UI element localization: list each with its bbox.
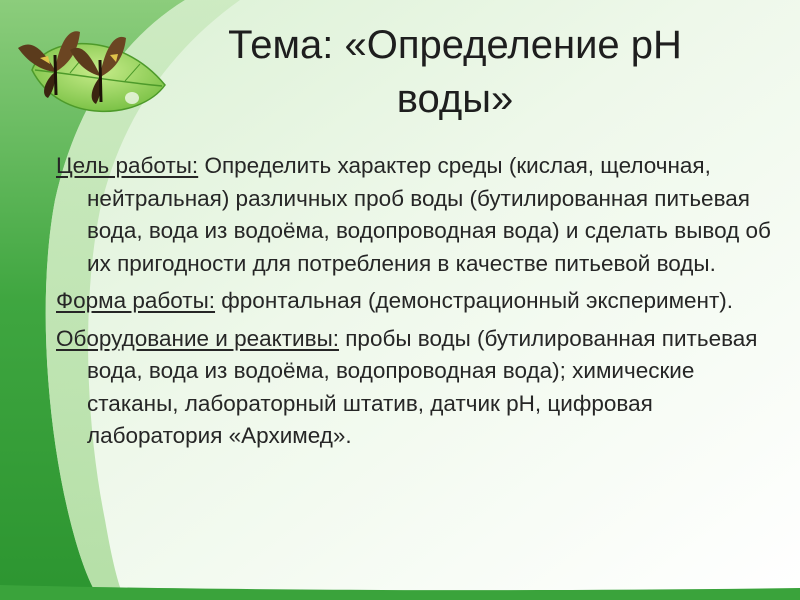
form-text: фронтальная (демонстрационный эксперимент). xyxy=(215,288,734,313)
form-paragraph xyxy=(56,285,786,318)
equipment-text: пробы воды (бутилированная питьевая вода, вода из водоёма, водопроводная вода); химические стаканы, лабораторный штатив, датчик рН, цифровая лаборатория «Архимед». xyxy=(87,325,758,448)
title-line-1: Тема: «Определение рН xyxy=(228,23,682,67)
title-line-2: воды» xyxy=(396,77,514,121)
goal-text: Определить характер среды (кислая, щелочная, нейтральная) различных проб воды (бутилированная питьевая вода, вода из водоёма, водопроводная вода) и сделать вывод об их пригодности для потребления в качестве питьевой воды. xyxy=(87,153,771,276)
goal-paragraph xyxy=(56,150,786,280)
goal-label: Цель работы: xyxy=(56,153,199,178)
slide-body xyxy=(56,150,786,458)
slide-title xyxy=(175,18,735,126)
equipment-label: Оборудование и реактивы: xyxy=(56,325,339,351)
butterfly-on-leaf-icon xyxy=(0,0,180,130)
form-label: Форма работы: xyxy=(56,288,216,313)
equipment-paragraph xyxy=(56,323,786,453)
